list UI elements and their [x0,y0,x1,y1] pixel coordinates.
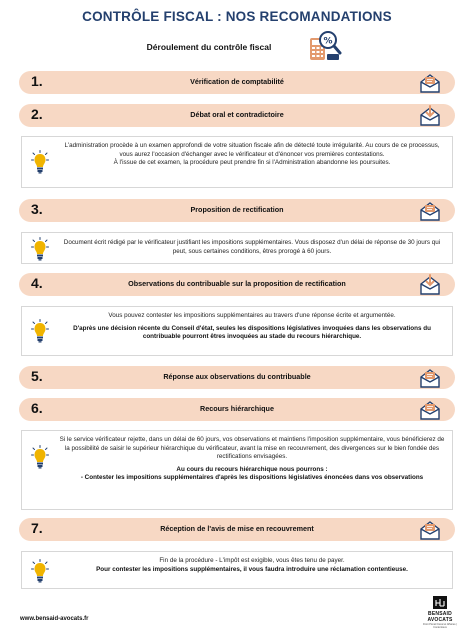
svg-text:%: % [323,36,333,47]
info-box-step-4 [21,306,453,356]
envelope-down-icon [419,274,441,295]
envelope-in-icon [419,519,441,540]
page-subtitle: Déroulement du contrôle fiscal [146,42,272,52]
info-box-step-6 [21,430,453,510]
envelope-in-icon [419,399,441,420]
step-number: 3. [31,201,43,217]
step-number: 4. [31,275,43,291]
lightbulb-icon [31,237,49,261]
calculator-percent-icon [307,28,343,62]
info-box-step-7 [21,551,453,589]
step-label: Débat oral et contradictoire [190,110,284,119]
logo-tagline: Droit Pénal Fiscal et Affaires | Contentieux [423,623,457,629]
info-text: L'administration procède à un examen approfondi de votre situation fiscale afin de détecté toute irrégularité. Au cours de ce processus, vous aurez l'occasion d'échanger avec le vérificateur et d'énoncer vos premières contestations. À l'issue de cet examen, la procédure peut prendre fin si l'Administration abandonne les poursuites. [64,142,440,167]
info-box-step-3 [21,232,453,264]
envelope-in-icon [419,367,441,388]
logo-name: BENSAID AVOCATS [427,611,453,623]
info-text: Fin de la procédure - L'impôt est exigible, vous êtes tenu de payer. Pour contester les impositions supplémentaires, il vous faudra introduire une réclamation contentieuse. [96,557,408,573]
step-number: 7. [31,520,43,536]
step-label: Proposition de rectification [190,205,284,214]
step-number: 6. [31,400,43,416]
step-6-bar [19,398,455,421]
company-logo [416,596,464,629]
step-number: 5. [31,368,43,384]
lightbulb-icon [31,559,49,583]
step-label: Observations du contribuable sur la proposition de rectification [128,279,346,288]
info-text: Vous pouvez contester les impositions supplémentaires au travers d'une réponse écrite et argumentée. D'après une décision récente du Conseil d'état, seules les dispositions législatives invoquées dans les observations du contribuable pourront êtres invoquées au stade du recours hiérarchique. [73,312,431,341]
info-text: Si le service vérificateur rejette, dans un délai de 60 jours, vos observations et maintiens l'imposition supplémentaire, vous bénéficierez de la possibilité de saisir le supérieur hiérarchique du vérificateur, avant la mise en recouvrement, des divergences sur le bien fondée des rectifications envisagées. Au cours du recours hiérarchique nous pourrons : - Contester les impositions supplémentaires d'après les dispositions législatives énoncées dans vos observations [59,436,445,482]
lightbulb-icon [31,445,49,469]
page-title: CONTRÔLE FISCAL : NOS RECOMANDATIONS [82,9,392,24]
envelope-in-icon [419,200,441,221]
info-box-step-2 [21,136,453,188]
step-label: Recours hiérarchique [200,404,274,413]
step-4-bar [19,273,455,296]
step-label: Réponse aux observations du contribuable [163,372,311,381]
step-7-bar [19,518,455,541]
envelope-down-icon [419,105,441,126]
step-1-bar [19,71,455,94]
step-label: Vérification de comptabilité [190,77,284,86]
step-5-bar [19,366,455,389]
website-link[interactable]: www.bensaid-avocats.fr [20,616,89,622]
logo-mark-icon [433,596,447,609]
step-number: 2. [31,106,43,122]
info-text: Document écrit rédigé par le vérificateur justifiant les impositions supplémentaires. Vous disposez d'un délai de réponse de 30 jours qui peut, sous certaines conditions, êtres prorogé à 60 jours. [63,239,441,255]
step-3-bar [19,199,455,222]
step-label: Réception de l'avis de mise en recouvrement [160,524,314,533]
envelope-in-icon [419,72,441,93]
step-2-bar [19,104,455,127]
lightbulb-icon [31,150,49,174]
lightbulb-icon [31,319,49,343]
step-number: 1. [31,73,43,89]
